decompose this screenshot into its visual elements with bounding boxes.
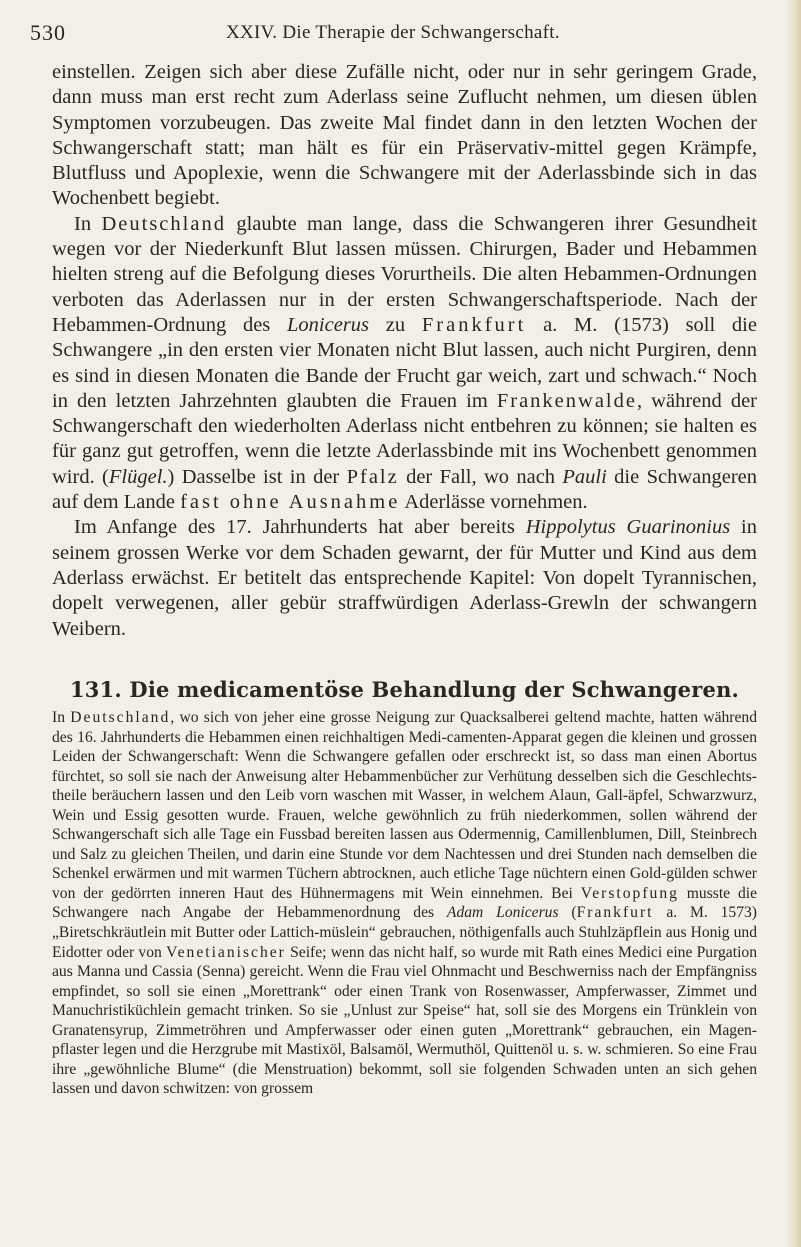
- small-paragraph: [52, 708, 757, 1099]
- section-heading: 131. Die medicamentöse Behandlung der Schwangeren.: [69, 677, 740, 702]
- spaced-term-deutschland: Deutschland: [101, 212, 226, 235]
- text-run: Aderlässe vornehmen.: [400, 491, 588, 514]
- paragraph-3: [52, 515, 757, 641]
- text-run: a. M. 1573) „Biretschkräutlein mit Butter oder Lattich-müslein“ gebrauchen, nöthigenfalls auch Stuhlzäpflein aus Honig und Eidotter oder von: [52, 904, 757, 961]
- text-run: In: [74, 212, 102, 235]
- text-run: in seinem grossen Werke vor dem Schaden gewarnt, der für Mutter und Kind aus dem Aderlass erwächst. Er betitelt das entsprechende Kapitel: Von dopelt Tyrannischen, dopelt verwegenen, aller gebür straffwürdigen Aderlass-Grewln der schwangern Weibern.: [52, 516, 758, 640]
- spaced-term-venetianischer: Venetianischer: [166, 943, 286, 961]
- text-run: glaubte man lange, dass die Schwangeren ihrer Gesundheit wegen vor der Niederkunft Blut lassen müssen. Chirurgen, Bader und Hebammen hielten streng auf die Befolgung dieses Vorurtheils. Die alten Hebammen-Ordnungen verboten das Aderlassen nur in der ersten Schwangerschaftsperiode. Nach der Hebammen-Ordnung des: [52, 212, 758, 336]
- spaced-term-pfalz: Pfalz: [346, 465, 399, 488]
- text-run: Im Anfange des 17. Jahrhunderts hat aber bereits: [74, 516, 526, 539]
- text-run: der Fall, wo nach: [398, 465, 563, 488]
- text-run: a. M. (1573) soll die Schwangere „in den ersten vier Monaten nicht Blut lassen, auch nicht Purgiren, denn es sind in diesen Monaten die Bande der Frucht gar weich, zart und schwach.“ Noch in den letzten Jahrzehnten glaubten die Frauen im: [52, 313, 757, 412]
- spaced-term-deutschland: Deutschland: [70, 709, 171, 726]
- section-text: [52, 708, 757, 1099]
- italic-name-guarinonius: Hippolytus Guarinonius: [525, 516, 731, 539]
- paragraph-1: [52, 60, 757, 212]
- text-run: , während der Schwangerschaft den wiederholten Aderlass nicht entbehren zu können; sie halten es für ganz gut getroffen, wenn die letzte Aderlassbinde mit ins Wochenbett genommen wird. (: [52, 389, 757, 488]
- text-run: musste die Schwangere nach Angabe der Hebammenordnung des: [52, 884, 757, 922]
- spaced-term-frankenwalde: Frankenwalde: [496, 389, 637, 412]
- text-run: , wo sich von jeher eine grosse Neigung zur Quacksalberei geltend machte, hatten während des 16. Jahrhunderts die Hebammen einen reichhaltigen Medi-camenten-Apparat gegen die kleinen und grossen Leiden der Schwangerschaft: Wenn die Schwangere gefallen oder erschreckt ist, so dass man einen Abortus fürchtet, so soll sie nach der Anweisung alter Hebammenbücher zur Verhütung desselben sich die Geschlechts-theile beräuchern lassen und den Leib vorn waschen mit Wasser, in welchem Alaun, Gall-äpfel, Schwarzwurz, Wein und Essig gesotten wurde. Frauen, welche gewöhnlich zu früh niederkommen, sollen während der Schwangerschaft sich alle Tage ein Fussbad bereiten lassen aus Odermennig, Camillenblumen, Dill, Steinbrech und Salz zu gleichen Theilen, und darin eine Stunde vor dem Nachtessen und drei Stunden nach demselben die Schenkel erwärmen und mit warmen Tüchern abtrocknen, auch etliche Tage nüchtern einen Gold-gülden schwer von der gedörrten inneren Haut des Hühnermagens mit Wein einnehmen. Bei: [52, 709, 757, 902]
- text-run: Seife; wenn das nicht half, so wurde mit Rath eines Medici eine Purgation aus Manna und Cassia (Senna) gereicht. Wenn die Frau viel Ohnmacht und Beschwerniss nach der Empfängniss empfindet, so soll sie einen „Morettrank“ oder einen Trank von Rosenwasser, Ampferwasser, Zimmet und Manuchristiküchlein gemacht trinken. So sie „Unlust zur Speise“ hat, soll sie des Morgens ein Trünklein von Granatensyrup, Zimmetröhren und Ampferwasser oder einen guten „Morettrank“ gebrauchen, ein Magen-pflaster legen und die Herzgrube mit Mastixöl, Balsamöl, Wermuthöl, Quittenöl u. s. w. schmieren. So eine Frau ihre „gewöhnliche Blume“ (die Menstruation) bekommt, soll sie folgenden Schwaden unten an sich gehen lassen und davon schwitzen: von grossem: [52, 943, 757, 1098]
- spaced-term-verstopfung: Verstopfung: [580, 884, 679, 902]
- text-run: zu: [369, 313, 422, 336]
- spaced-term-frankfurt: Frankfurt: [576, 904, 654, 922]
- running-title: XXIV. Die Therapie der Schwangerschaft.: [226, 22, 560, 43]
- page-header: [30, 20, 775, 50]
- main-text: [52, 60, 757, 642]
- paragraph-2: [52, 212, 757, 516]
- text-run: (: [558, 904, 577, 922]
- text-run: die Schwangeren auf dem Lande: [52, 465, 757, 514]
- italic-name-lonicerus: Lonicerus: [287, 313, 370, 336]
- page-edge-shading: [785, 0, 801, 1247]
- text-run: ) Dasselbe ist in der: [167, 465, 347, 488]
- spaced-term-fast-ohne-ausnahme: fast ohne Ausnahme: [180, 491, 401, 514]
- italic-name-fluegel: Flügel.: [108, 465, 168, 488]
- italic-name-adam-lonicerus: Adam Lonicerus: [446, 904, 559, 922]
- text-run: In: [52, 709, 71, 726]
- page-number: 530: [30, 20, 66, 45]
- spaced-term-frankfurt: Frankfurt: [421, 313, 527, 336]
- text-run: einstellen. Zeigen sich aber diese Zufälle nicht, oder nur in sehr geringem Grade, dann muss man erst recht zum Aderlass seine Zuflucht nehmen, um diesen üblen Symptomen vorzubeugen. Das zweite Mal findet dann in den letzten Wochen der Schwangerschaft statt; man hält es für ein Präservativ-mittel gegen Krämpfe, Blutfluss und Apoplexie, wenn die Schwangere mit der Aderlassbinde sich in das Wochenbett begiebt.: [52, 61, 757, 210]
- italic-name-pauli: Pauli: [562, 465, 607, 488]
